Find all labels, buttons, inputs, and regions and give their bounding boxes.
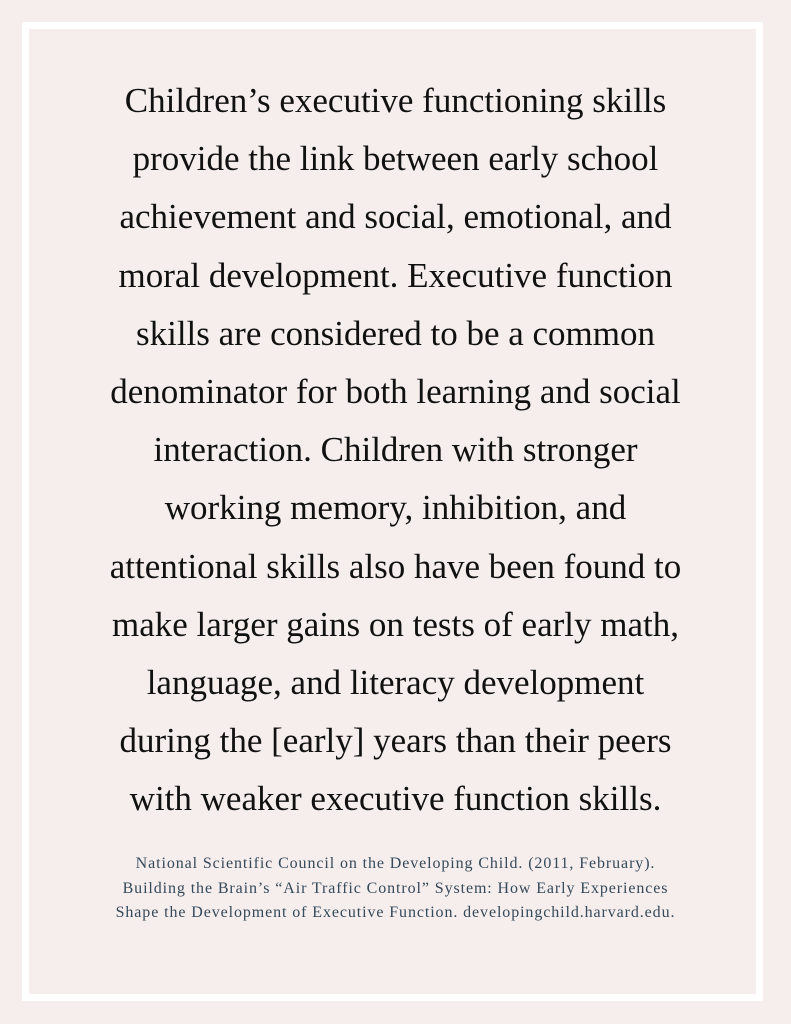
quote-line: working memory, inhibition, and [164, 488, 627, 528]
quote-line: during the [early] years than their peers [119, 721, 672, 761]
quote-line: attentional skills also have been found to [109, 546, 682, 586]
quote-line: language, and literacy development [146, 663, 645, 703]
quote-line: denominator for both learning and social [110, 372, 681, 412]
quote-line: make larger gains on tests of early math, [112, 604, 679, 644]
quote-line: provide the link between early school [132, 139, 659, 179]
citation-line: Building the Brain’s “Air Traffic Control” System: How Early Experiences [122, 879, 669, 897]
citation-line: National Scientific Council on the Developing Child. (2011, February). [135, 855, 656, 872]
quote-line: moral development. Executive function [118, 255, 673, 295]
quote-line: Children’s executive functioning skills [124, 81, 667, 120]
quote-line: skills are considered to be a common [135, 313, 656, 353]
quote-line: achievement and social, emotional, and [119, 197, 672, 237]
quote-line: interaction. Children with stronger [153, 430, 638, 470]
citation [0, 852, 791, 926]
citation-line: Shape the Development of Executive Function. developingchild.harvard.edu. [115, 904, 676, 921]
quote-text [0, 72, 791, 829]
quote-line: with weaker executive function skills. [129, 779, 662, 819]
